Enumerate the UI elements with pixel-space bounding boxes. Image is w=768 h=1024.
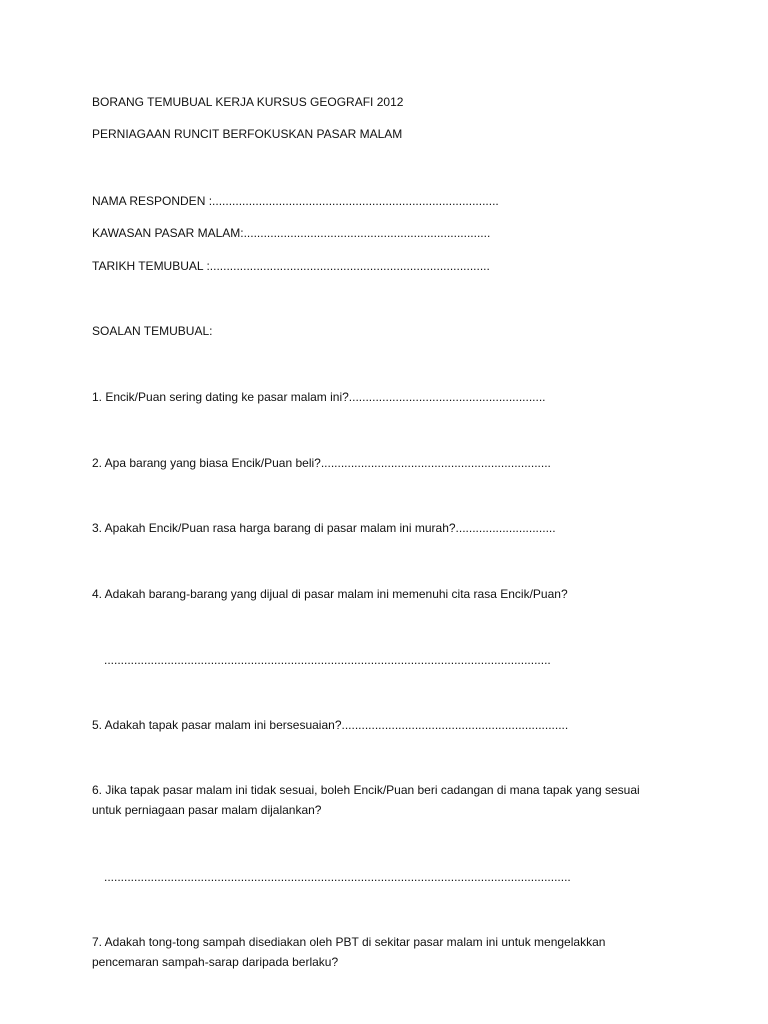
interview-date-field: TARIKH TEMUBUAL :....................................................................................	[92, 259, 490, 273]
answer-line-q4: ......................................................................................................................................	[104, 653, 551, 667]
form-subtitle: PERNIAGAAN RUNCIT BERFOKUSKAN PASAR MALAM	[92, 127, 403, 141]
question-5: 5. Adakah tapak pasar malam ini bersesuaian?....................................................................	[92, 718, 569, 732]
question-2: 2. Apa barang yang biasa Encik/Puan beli?.....................................................................	[92, 456, 551, 470]
question-1: 1. Encik/Puan sering dating ke pasar malam ini?...........................................................	[92, 390, 546, 404]
answer-line-q6: ............................................................................................................................................	[104, 870, 571, 884]
respondent-name-field: NAMA RESPONDEN :......................................................................................	[92, 194, 499, 208]
question-4: 4. Adakah barang-barang yang dijual di pasar malam ini memenuhi cita rasa Encik/Puan?	[92, 587, 568, 601]
section-title: SOALAN TEMUBUAL:	[92, 324, 213, 338]
form-title: BORANG TEMUBUAL KERJA KURSUS GEOGRAFI 2012	[92, 95, 404, 109]
question-3: 3. Apakah Encik/Puan rasa harga barang di pasar malam ini murah?..............................	[92, 521, 556, 535]
market-area-field: KAWASAN PASAR MALAM:..........................................................................	[92, 226, 491, 240]
question-7: 7. Adakah tong-tong sampah disediakan oleh PBT di sekitar pasar malam ini untuk mengelakkan pencemaran sampah-sarap daripada berlaku?	[92, 935, 606, 969]
question-6: 6. Jika tapak pasar malam ini tidak sesuai, boleh Encik/Puan beri cadangan di mana tapak yang sesuai untuk perniagaan pasar malam dijalankan?	[92, 783, 640, 817]
